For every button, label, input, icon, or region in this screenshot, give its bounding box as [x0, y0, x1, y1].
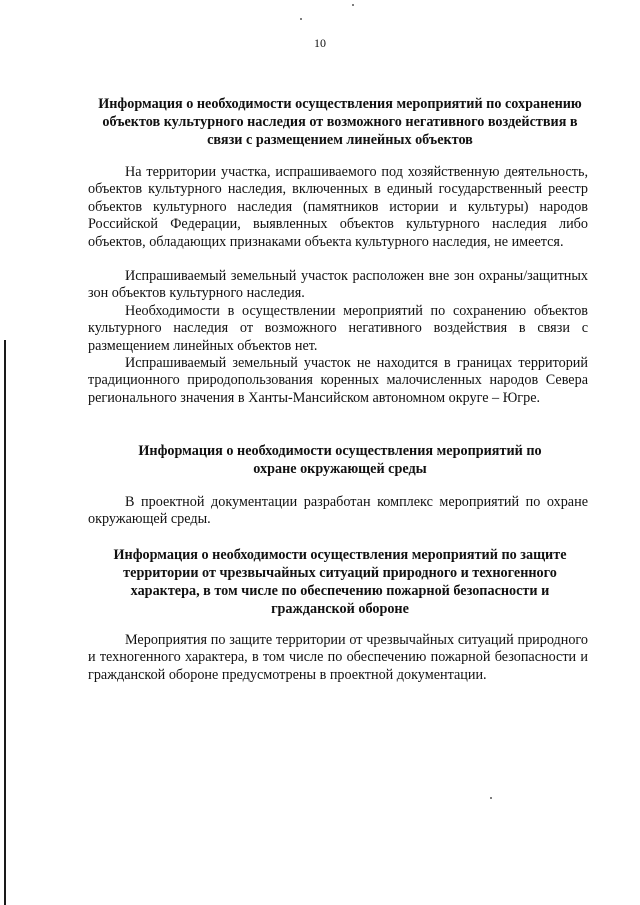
- section-heading-cultural-heritage: Информация о необходимости осуществления мероприятий по сохранению объектов культурного наследия от возможного негативного воздействия в связи с размещением линейных объектов: [98, 96, 582, 148]
- scan-speck: [490, 797, 492, 799]
- section-heading-emergency-protection: Информация о необходимости осуществления мероприятий по защите территории от чрезвычайных ситуаций природного и техногенного характера, в том числе по обеспечению пожарной безопасности и гражданской обороне: [113, 547, 567, 617]
- paragraph-emergency-measures: Мероприятия по защите территории от чрезвычайных ситуаций природного и техногенного характера, в том числе по обеспечению пожарной безопасности и гражданской обороне предусмотрены в проектной документации.: [88, 632, 588, 683]
- paragraph-no-measures-needed: Необходимости в осуществлении мероприятий по сохранению объектов культурного наследия от возможного негативного воздействия в связи с размещением линейных объектов нет.: [88, 303, 588, 354]
- scan-speck: [300, 18, 302, 20]
- scan-margin-line: [4, 340, 6, 905]
- section-heading-environment: Информация о необходимости осуществления мероприятий по охране окружающей среды: [138, 443, 542, 477]
- paragraph-indigenous-territories: Испрашиваемый земельный участок не находится в границах территорий традиционного природопользования коренных малочисленных народов Севера регионального значения в Ханты-Мансийском автономном округе – Югре.: [88, 355, 588, 406]
- paragraph-cultural-heritage-absence: На территории участка, испрашиваемого под хозяйственную деятельность, объектов культурного наследия, включенных в единый государственный реестр объектов культурного наследия (памятников истории и культуры) народов Российской Федерации, выявленных объектов культурного наследия либо объектов, обладающих признаками объекта культурного наследия, не имеется.: [88, 164, 588, 250]
- scan-speck: [352, 4, 354, 6]
- page-number: 10: [314, 36, 326, 50]
- paragraph-protection-zones: Испрашиваемый земельный участок расположен вне зон охраны/защитных зон объектов культурного наследия.: [88, 268, 588, 302]
- paragraph-environment-measures: В проектной документации разработан комплекс мероприятий по охране окружающей среды.: [88, 494, 588, 528]
